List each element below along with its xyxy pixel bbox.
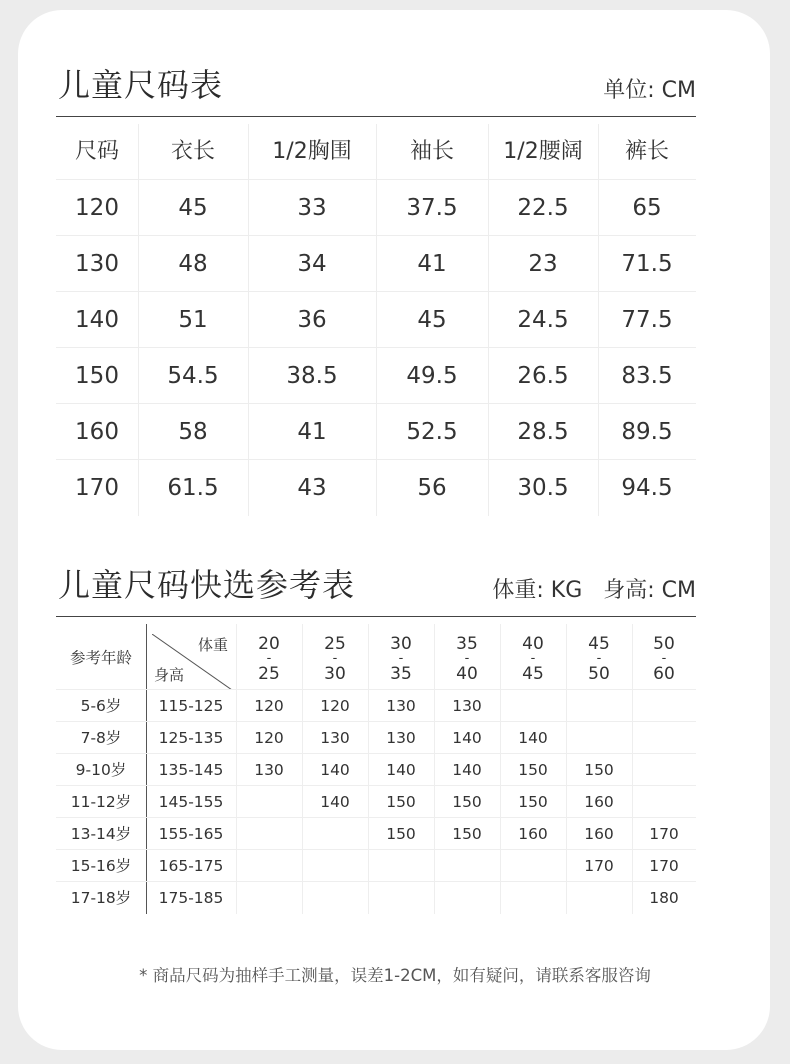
age-cell: 9-10岁 bbox=[56, 754, 146, 786]
weight-range-low: 25 bbox=[324, 634, 346, 654]
weight-range-low: 30 bbox=[390, 634, 412, 654]
size-cell: 160 bbox=[566, 818, 632, 850]
weight-range-dash: - bbox=[596, 651, 602, 666]
size-cell: 140 bbox=[434, 722, 500, 754]
table-cell: 89.5 bbox=[598, 404, 696, 460]
weight-range-high: 35 bbox=[390, 664, 412, 684]
size-table bbox=[56, 124, 696, 516]
age-header bbox=[56, 624, 146, 690]
height-cell: 155-165 bbox=[146, 818, 236, 850]
table-cell: 43 bbox=[248, 460, 376, 516]
weight-range-dash: - bbox=[398, 651, 404, 666]
size-cell bbox=[236, 882, 302, 914]
size-table-header-row bbox=[56, 124, 696, 180]
table-row bbox=[56, 404, 696, 460]
quick-table-unit bbox=[492, 573, 696, 604]
table-cell: 61.5 bbox=[138, 460, 248, 516]
quick-table bbox=[56, 624, 696, 914]
table-row bbox=[56, 754, 696, 786]
size-table-title: 儿童尺码表 bbox=[58, 66, 224, 104]
table-cell: 130 bbox=[56, 236, 138, 292]
weight-unit: 体重: KG bbox=[492, 578, 583, 603]
weight-range-low: 45 bbox=[588, 634, 610, 654]
table-cell: 150 bbox=[56, 348, 138, 404]
size-cell: 140 bbox=[368, 754, 434, 786]
table-cell: 37.5 bbox=[376, 180, 488, 236]
size-cell: 130 bbox=[368, 722, 434, 754]
table-cell: 54.5 bbox=[138, 348, 248, 404]
size-cell: 130 bbox=[236, 754, 302, 786]
table-row bbox=[56, 460, 696, 516]
weight-range-high: 40 bbox=[456, 664, 478, 684]
size-cell bbox=[368, 850, 434, 882]
size-cell bbox=[236, 818, 302, 850]
size-table-col-header: 尺码 bbox=[56, 124, 138, 180]
size-cell: 160 bbox=[566, 786, 632, 818]
size-cell: 120 bbox=[236, 722, 302, 754]
table-cell: 41 bbox=[248, 404, 376, 460]
size-cell: 140 bbox=[302, 754, 368, 786]
height-cell: 135-145 bbox=[146, 754, 236, 786]
size-table-col-header: 裤长 bbox=[598, 124, 696, 180]
size-cell: 180 bbox=[632, 882, 696, 914]
table-row bbox=[56, 690, 696, 722]
size-cell bbox=[434, 882, 500, 914]
weight-range-low: 20 bbox=[258, 634, 280, 654]
size-cell bbox=[302, 818, 368, 850]
weight-range-header bbox=[434, 624, 500, 690]
table-cell: 34 bbox=[248, 236, 376, 292]
table-cell: 52.5 bbox=[376, 404, 488, 460]
table-row bbox=[56, 722, 696, 754]
size-cell: 150 bbox=[500, 786, 566, 818]
size-cell: 150 bbox=[566, 754, 632, 786]
size-cell: 130 bbox=[302, 722, 368, 754]
table-cell: 48 bbox=[138, 236, 248, 292]
size-table-header bbox=[56, 56, 696, 117]
size-cell bbox=[632, 722, 696, 754]
weight-range-dash: - bbox=[266, 651, 272, 666]
table-row bbox=[56, 786, 696, 818]
height-cell: 145-155 bbox=[146, 786, 236, 818]
table-cell: 51 bbox=[138, 292, 248, 348]
size-cell: 130 bbox=[434, 690, 500, 722]
size-cell bbox=[500, 690, 566, 722]
size-cell: 150 bbox=[500, 754, 566, 786]
size-table-col-header: 袖长 bbox=[376, 124, 488, 180]
quick-table-header bbox=[56, 556, 696, 617]
size-cell: 140 bbox=[500, 722, 566, 754]
height-cell: 175-185 bbox=[146, 882, 236, 914]
size-table-unit-text: 单位: CM bbox=[603, 78, 696, 103]
size-cell bbox=[368, 882, 434, 914]
table-row bbox=[56, 882, 696, 914]
quick-table-title: 儿童尺码快选参考表 bbox=[58, 566, 356, 604]
height-label: 身高 bbox=[154, 666, 185, 684]
weight-range-dash: - bbox=[332, 651, 338, 666]
table-row bbox=[56, 348, 696, 404]
table-cell: 77.5 bbox=[598, 292, 696, 348]
size-cell: 120 bbox=[236, 690, 302, 722]
size-cell bbox=[434, 850, 500, 882]
height-cell: 115-125 bbox=[146, 690, 236, 722]
table-cell: 140 bbox=[56, 292, 138, 348]
weight-range-low: 35 bbox=[456, 634, 478, 654]
table-cell: 26.5 bbox=[488, 348, 598, 404]
table-cell: 45 bbox=[138, 180, 248, 236]
size-table-col-header: 1/2腰阔 bbox=[488, 124, 598, 180]
table-cell: 33 bbox=[248, 180, 376, 236]
weight-range-dash: - bbox=[530, 651, 536, 666]
size-table-unit bbox=[603, 73, 696, 104]
size-cell bbox=[632, 754, 696, 786]
age-cell: 11-12岁 bbox=[56, 786, 146, 818]
measurement-footnote: * 商品尺码为抽样手工测量，误差1-2CM，如有疑问，请联系客服咨询 bbox=[139, 966, 651, 985]
size-cell: 170 bbox=[566, 850, 632, 882]
size-cell bbox=[500, 882, 566, 914]
quick-table-header-row bbox=[56, 624, 696, 690]
table-row bbox=[56, 236, 696, 292]
weight-range-header bbox=[236, 624, 302, 690]
table-cell: 23 bbox=[488, 236, 598, 292]
table-cell: 83.5 bbox=[598, 348, 696, 404]
table-cell: 28.5 bbox=[488, 404, 598, 460]
size-cell: 150 bbox=[434, 818, 500, 850]
age-cell: 15-16岁 bbox=[56, 850, 146, 882]
size-cell bbox=[566, 690, 632, 722]
age-cell: 5-6岁 bbox=[56, 690, 146, 722]
size-cell bbox=[632, 786, 696, 818]
weight-range-high: 30 bbox=[324, 664, 346, 684]
size-cell: 140 bbox=[302, 786, 368, 818]
size-cell bbox=[302, 850, 368, 882]
weight-range-header bbox=[302, 624, 368, 690]
size-cell bbox=[566, 722, 632, 754]
table-cell: 22.5 bbox=[488, 180, 598, 236]
size-cell bbox=[302, 882, 368, 914]
table-cell: 36 bbox=[248, 292, 376, 348]
table-row bbox=[56, 180, 696, 236]
age-cell: 17-18岁 bbox=[70, 889, 132, 907]
size-cell: 150 bbox=[368, 818, 434, 850]
age-cell: 7-8岁 bbox=[56, 722, 146, 754]
weight-range-header bbox=[500, 624, 566, 690]
weight-range-high: 25 bbox=[258, 664, 280, 684]
weight-range-low: 40 bbox=[522, 634, 544, 654]
table-cell: 71.5 bbox=[598, 236, 696, 292]
weight-range-dash: - bbox=[661, 651, 667, 666]
table-cell: 41 bbox=[376, 236, 488, 292]
table-row bbox=[56, 292, 696, 348]
size-cell bbox=[566, 882, 632, 914]
table-row bbox=[56, 850, 696, 882]
table-cell: 120 bbox=[56, 180, 138, 236]
table-cell: 65 bbox=[598, 180, 696, 236]
weight-range-high: 50 bbox=[588, 664, 610, 684]
table-cell: 45 bbox=[376, 292, 488, 348]
weight-range-low: 50 bbox=[653, 634, 675, 654]
size-table-col-header: 衣长 bbox=[138, 124, 248, 180]
height-cell: 165-175 bbox=[146, 850, 236, 882]
size-cell: 170 bbox=[632, 850, 696, 882]
size-cell: 130 bbox=[368, 690, 434, 722]
size-cell: 160 bbox=[500, 818, 566, 850]
table-cell: 38.5 bbox=[248, 348, 376, 404]
table-cell: 160 bbox=[56, 404, 138, 460]
age-header-label: 参考年龄 bbox=[69, 649, 132, 667]
size-cell: 170 bbox=[632, 818, 696, 850]
size-cell: 140 bbox=[434, 754, 500, 786]
weight-range-dash: - bbox=[464, 651, 470, 666]
weight-range-header bbox=[368, 624, 434, 690]
table-cell: 56 bbox=[376, 460, 488, 516]
size-cell: 120 bbox=[302, 690, 368, 722]
table-row bbox=[56, 818, 696, 850]
table-cell: 170 bbox=[75, 475, 119, 501]
size-cell bbox=[236, 850, 302, 882]
weight-range-high: 60 bbox=[653, 664, 675, 684]
size-cell bbox=[500, 850, 566, 882]
size-cell bbox=[632, 690, 696, 722]
weight-range-header bbox=[566, 624, 632, 690]
weight-height-diagonal-header bbox=[146, 624, 236, 690]
table-cell: 49.5 bbox=[376, 348, 488, 404]
height-unit: 身高: CM bbox=[603, 578, 696, 603]
table-cell: 24.5 bbox=[488, 292, 598, 348]
height-cell: 125-135 bbox=[146, 722, 236, 754]
weight-range-header bbox=[632, 624, 696, 690]
table-cell: 58 bbox=[138, 404, 248, 460]
table-cell: 30.5 bbox=[488, 460, 598, 516]
size-cell: 150 bbox=[434, 786, 500, 818]
weight-label: 体重 bbox=[197, 636, 228, 654]
age-cell: 13-14岁 bbox=[56, 818, 146, 850]
weight-range-high: 45 bbox=[522, 664, 544, 684]
size-cell bbox=[236, 786, 302, 818]
size-cell: 150 bbox=[368, 786, 434, 818]
size-table-col-header: 1/2胸围 bbox=[248, 124, 376, 180]
table-cell: 94.5 bbox=[598, 460, 696, 516]
